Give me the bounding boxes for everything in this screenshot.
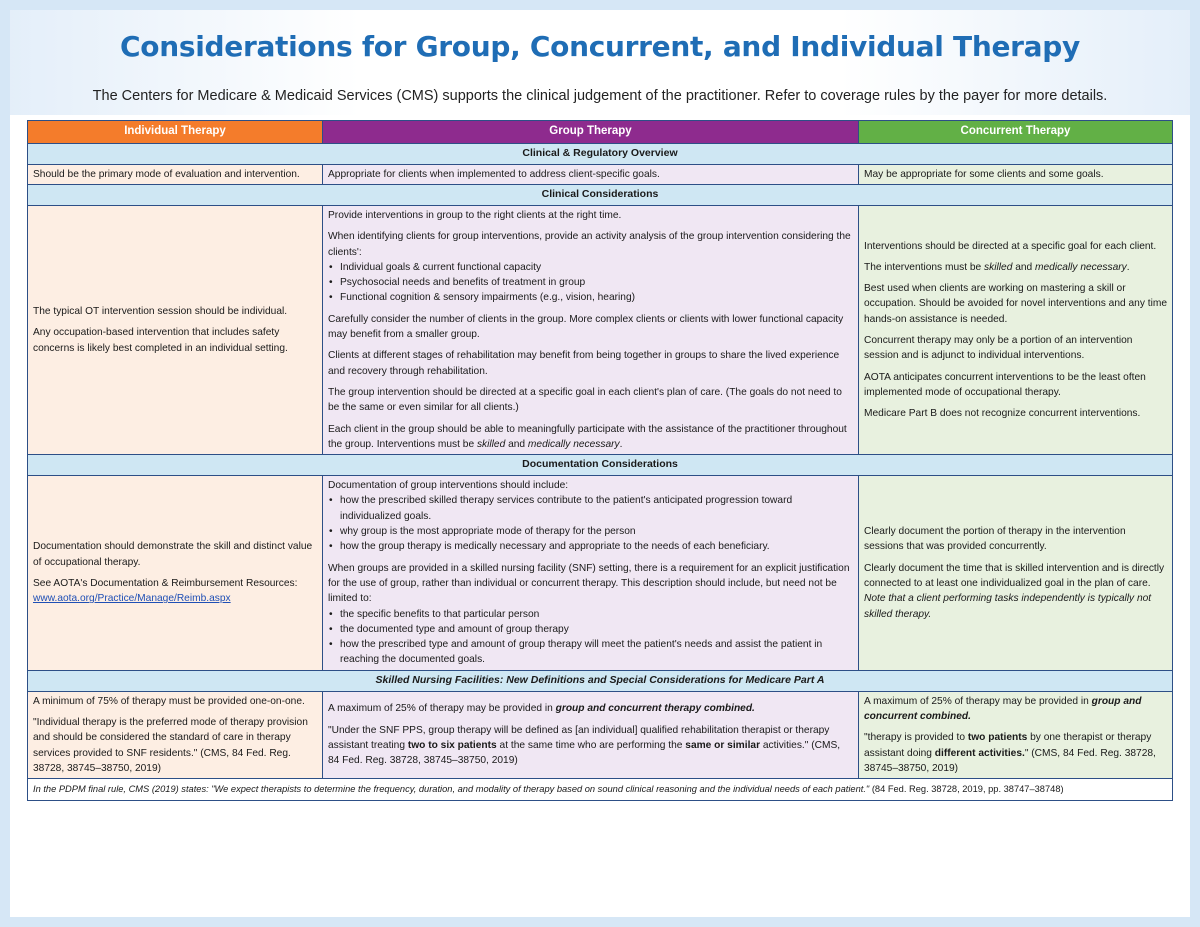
section-row-overview [28, 144, 1173, 165]
clinical-group-bullet-list [328, 260, 853, 306]
clinical-group-text-2: When identifying clients for group interventions, provide an activity analysis of the group intervention considering the clients': [328, 231, 851, 258]
emphasis-two-patients: two patients [967, 732, 1028, 744]
clinical-group-text-6 [328, 422, 853, 453]
clinical-individual-text-1: The typical OT intervention session should be individual. [33, 306, 288, 318]
clinical-concurrent-text-3: Best used when clients are working on mastering a skill or occupation. Should be avoided for novel interventions and any time hands-on assistance is needed. [864, 283, 1167, 325]
documentation-concurrent-text-1: Clearly document the portion of therapy in the intervention sessions that was provided concurrently. [864, 526, 1126, 553]
clinical-group-text-3: Carefully consider the number of clients in the group. More complex clients or clients with lower functional capacity may benefit from a smaller group. [328, 313, 844, 341]
clinical-group-text-1: Provide interventions in group to the right clients at the right time. [328, 210, 622, 221]
text-run: The interventions must be [864, 261, 985, 273]
emphasis-same-or-similar: same or similar [685, 739, 761, 751]
overview-row [28, 165, 1173, 185]
section-row-documentation [28, 455, 1173, 476]
text-run: "therapy is provided to [864, 732, 968, 744]
emphasis-medically-necessary: medically necessary [1035, 261, 1127, 273]
text-run: "Under the SNF PPS, group therapy will be defined as [an individual] qualified rehabilitation therapist or therapy assistant treating [328, 724, 830, 751]
snf-individual-cell [28, 691, 323, 778]
emphasis-note: Note that a client performing tasks independently is typically not skilled therapy. [864, 593, 1152, 620]
emphasis-two-to-six: two to six patients [407, 739, 497, 751]
clinical-individual-text-2: Any occupation-based intervention that includes safety concerns is likely best completed in an individual setting. [33, 327, 288, 354]
clinical-individual-cell [28, 206, 323, 455]
clinical-concurrent-text-1: Interventions should be directed at a specific goal for each client. [864, 240, 1157, 252]
list-item: • the documented type and amount of group therapy [340, 622, 853, 637]
text-run: Each client in the group should be able to meaningfully participate with the assistance of the practitioner throughout the group. Interventions must be [328, 423, 847, 450]
list-item: • Functional cognition & sensory impairments (e.g., vision, hearing) [340, 290, 853, 305]
text-run: activities." (CMS, 84 Fed. Reg. 38728, 38745–38750, 2019) [328, 739, 841, 767]
text-run: at the same time who are performing the [496, 739, 686, 751]
overview-concurrent-cell: May be appropriate for some clients and some goals. [859, 165, 1173, 185]
snf-concurrent-text-2 [864, 730, 1167, 776]
emphasis-combined: group and concurrent combined. [864, 695, 1142, 723]
therapy-comparison-table [27, 120, 1173, 801]
list-item: • how the group therapy is medically necessary and appropriate to the needs of each beneficiary. [340, 539, 853, 554]
snf-individual-text-1: A minimum of 75% of therapy must be provided one-on-one. [33, 695, 305, 707]
text-run: A maximum of 25% of therapy may be provided in [864, 695, 1092, 707]
text-run: . [1126, 261, 1130, 273]
list-item: • the specific benefits to that particular person [340, 607, 853, 622]
snf-group-cell [323, 691, 859, 778]
list-item: • how the prescribed type and amount of group therapy will meet the patient's needs and assist the patient in reaching the documented goals. [340, 637, 853, 668]
snf-row [28, 691, 1173, 778]
documentation-concurrent-cell [859, 476, 1173, 671]
documentation-individual-text-2: See AOTA's Documentation & Reimbursement Resources: [33, 577, 298, 589]
clinical-concurrent-text-5: AOTA anticipates concurrent interventions to be the least often implemented mode of occupational therapy. [864, 371, 1146, 398]
snf-group-text-2 [328, 723, 853, 769]
clinical-row [28, 206, 1173, 455]
clinical-group-text-4: Clients at different stages of rehabilitation may benefit from being together in groups to share the lived experience and recovery through rehabilitation. [328, 350, 840, 377]
clinical-group-text-5: The group intervention should be directed at a specific goal in each client's plan of care. (The goals do not need to be the same or even similar for all clients.) [328, 386, 842, 414]
documentation-concurrent-text-2 [864, 561, 1167, 622]
footnote [28, 779, 1173, 801]
text-run: . [619, 438, 623, 450]
snf-concurrent-cell [859, 691, 1173, 778]
page-title: Considerations for Group, Concurrent, and Individual Therapy [120, 30, 1080, 63]
text-run: " (CMS, 84 Fed. Reg. 38728, 38745–38750, 2019) [864, 747, 1156, 774]
clinical-concurrent-text-2 [864, 260, 1167, 275]
column-header-row [28, 121, 1173, 144]
page-subtitle: The Centers for Medicare & Medicaid Services (CMS) supports the clinical judgement of the practitioner. Refer to coverage rules by the payer for more details. [92, 88, 1108, 104]
documentation-individual-cell [28, 476, 323, 671]
text-run: Clearly document the time that is skilled intervention and is directly connected to at least one individualized goal in the plan of care. [864, 562, 1165, 589]
section-row-clinical [28, 185, 1173, 206]
footnote-row [28, 779, 1173, 801]
list-item: • why group is the most appropriate mode of therapy for the person [340, 524, 853, 539]
snf-concurrent-text-1 [864, 694, 1167, 725]
documentation-group-text-1: Documentation of group interventions should include: [328, 480, 569, 492]
list-item: • how the prescribed skilled therapy services contribute to the patient's anticipated progression toward individualized goals. [340, 493, 853, 524]
snf-group-text-1 [328, 701, 853, 716]
clinical-concurrent-cell [859, 206, 1173, 455]
aota-reimbursement-link[interactable]: www.aota.org/Practice/Manage/Reimb.aspx [33, 593, 231, 605]
section-row-snf [28, 670, 1173, 691]
list-item: • Psychosocial needs and benefits of treatment in group [340, 275, 853, 290]
section-title-snf: Skilled Nursing Facilities: New Definitions and Special Considerations for Medicare Part A [28, 670, 1173, 691]
section-title-clinical: Clinical Considerations [28, 185, 1173, 206]
emphasis-combined: group and concurrent therapy combined. [555, 703, 755, 715]
documentation-group-cell [323, 476, 859, 671]
emphasis-skilled: skilled [476, 438, 506, 450]
header-individual-therapy: Individual Therapy [28, 121, 323, 144]
list-item: • Individual goals & current functional capacity [340, 260, 853, 275]
documentation-individual-text-1: Documentation should demonstrate the skill and distinct value of occupational therapy. [33, 541, 313, 568]
overview-individual-cell: Should be the primary mode of evaluation and intervention. [28, 165, 323, 185]
text-run: and [1012, 261, 1036, 273]
emphasis-medically-necessary: medically necessary [527, 438, 620, 450]
snf-individual-text-2: "Individual therapy is the preferred mode of therapy provision and should be considered the standard of care in therapy services provided to SNF residents." (CMS, 84 Fed. Reg. 38728, 38745–38750, 2019) [33, 717, 308, 774]
header-concurrent-therapy: Concurrent Therapy [859, 121, 1173, 144]
documentation-row [28, 476, 1173, 671]
header-group-therapy: Group Therapy [323, 121, 859, 144]
emphasis-skilled: skilled [984, 261, 1013, 273]
clinical-concurrent-text-4: Concurrent therapy may only be a portion of an intervention session and is adjunct to individual interventions. [864, 335, 1133, 362]
documentation-group-bullet-list-2 [328, 607, 853, 668]
emphasis-different-activities: different activities. [934, 747, 1025, 759]
footnote-citation: (84 Fed. Reg. 38728, 2019, pp. 38747–38748) [869, 783, 1064, 794]
footnote-quote: In the PDPM final rule, CMS (2019) states: "We expect therapists to determine the frequency, duration, and modality of therapy based on sound clinical reasoning and the individual needs of each patient." [33, 783, 870, 794]
text-run: A maximum of 25% of therapy may be provided in [328, 703, 556, 715]
clinical-group-cell [323, 206, 859, 455]
documentation-group-text-2: When groups are provided in a skilled nursing facility (SNF) setting, there is a requirement for an explicit justification for the use of group, rather than individual or concurrent therapy. This description should include, but need not be limited to: [328, 562, 850, 605]
documentation-group-bullet-list-1 [328, 493, 853, 554]
text-run: by one therapist or therapy assistant doing [864, 732, 1152, 759]
clinical-concurrent-text-6: Medicare Part B does not recognize concurrent interventions. [864, 408, 1141, 420]
section-title-overview: Clinical & Regulatory Overview [28, 144, 1173, 165]
overview-group-cell: Appropriate for clients when implemented to address client-specific goals. [323, 165, 859, 185]
section-title-documentation: Documentation Considerations [28, 455, 1173, 476]
text-run: and [505, 438, 528, 450]
